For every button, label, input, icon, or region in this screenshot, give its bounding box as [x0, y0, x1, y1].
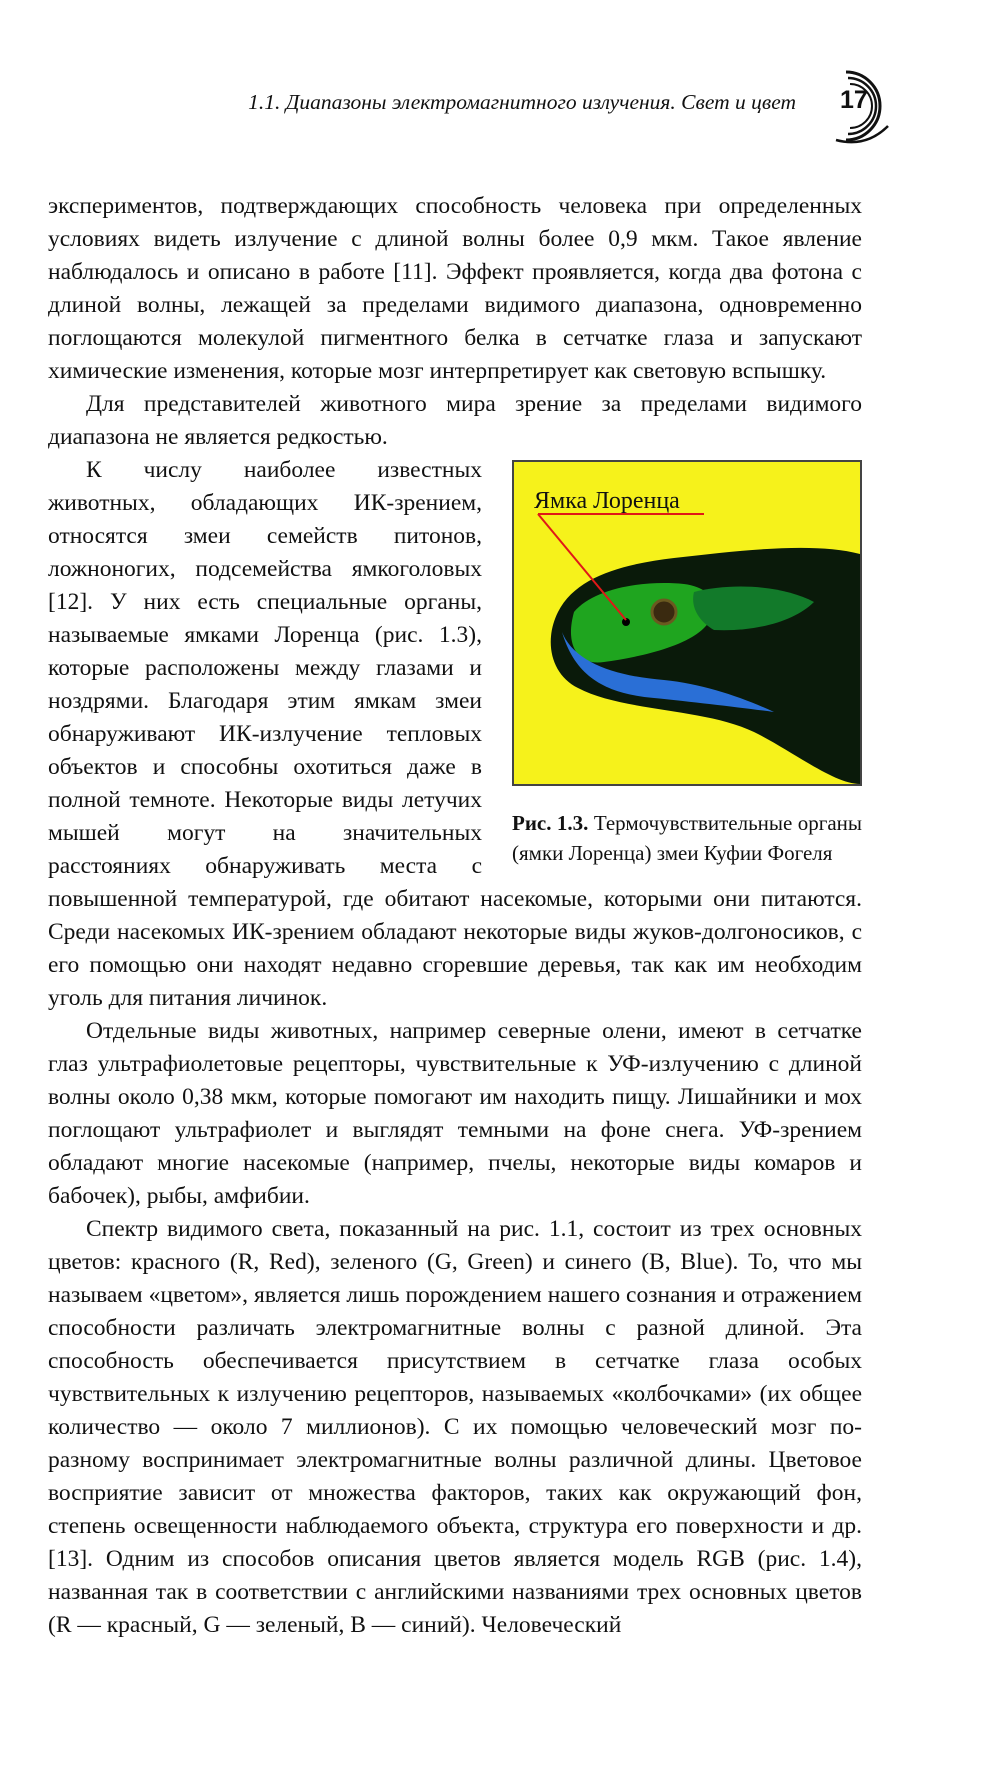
- paragraph-3: К числу наиболее известных животных, обладающих ИК-зрением, относятся змеи семейств питонов, ложноногих, подсемейства ямкоголовых [12]. У них есть специальные органы, называемые ямками Лоренца (рис. 1.3), которые расположены между глазами и ноздрями. Благодаря этим ямкам змеи обнаруживают ИК-излучение тепловых объектов и способны охотиться даже в полной темноте. Некоторые виды летучих мышей могут на значительных расстояниях обнаруживать места с повышенной температурой, где обитают насекомые, которыми они питаются. Среди насекомых ИК-зрением обладают некоторые виды жуков-долгоносиков, с его помощью они находят недавно сгоревшие деревья, так как им необходим уголь для питания личинок.: [48, 457, 862, 1011]
- snake-head-image: [512, 460, 862, 786]
- paragraph-2: Для представителей животного мира зрение за пределами видимого диапазона не является редкостью.: [48, 391, 862, 450]
- body-text: [48, 190, 862, 1642]
- page-header: [0, 76, 880, 136]
- paragraph-1: экспериментов, подтверждающих способность человека при определенных условиях видеть излучение с длиной волны более 0,9 мкм. Такое явление наблюдалось и описано в работе [11]. Эффект проявляется, когда два фотона с длиной волны, лежащей за пределами видимого диапазона, одновременно поглощаются молекулой пигментного белка в сетчатке глаза и запускают химические изменения, которые мозг интерпретирует как световую вспышку.: [48, 193, 862, 384]
- page-number: 17: [840, 86, 868, 114]
- paragraph-5: Спектр видимого света, показанный на рис. 1.1, состоит из трех основных цветов: красного (R, Red), зеленого (G, Green) и синего (B, Blue). То, что мы называем «цветом», является лишь порождением нашего сознания и отражением способности различать электромагнитные волны с разной длиной. Эта способность обеспечивается присутствием в сетчатке глаза особых чувствительных к излучению рецепторов, называемых «колбочками» (их общее количество — около 7 миллионов). С их помощью человеческий мозг по-разному воспринимает электромагнитные волны различной длины. Цветовое восприятие зависит от множества факторов, таких как окружающий фон, степень освещенности наблюдаемого объекта, структура его поверхности и др. [13]. Одним из способов описания цветов является модель RGB (рис. 1.4), названная так в соответствии с английскими названиями трех основных цветов (R — красный, G — зеленый, B — синий). Человеческий: [48, 1216, 862, 1638]
- caption-label: Рис. 1.3.: [512, 811, 589, 835]
- figure-caption: [512, 808, 862, 868]
- running-title: 1.1. Диапазоны электромагнитного излучения. Свет и цвет: [248, 90, 796, 114]
- figure-1-3: [512, 460, 862, 868]
- image-label: Ямка Лоренца: [534, 488, 680, 514]
- paragraph-4: Отдельные виды животных, например северные олени, имеют в сетчатке глаз ультрафиолетовые рецепторы, чувствительные к УФ-излучению с длиной волны около 0,38 мкм, которые помогают им находить пищу. Лишайники и мох поглощают ультрафиолет и выглядят темными на фоне снега. УФ-зрением обладают многие насекомые (например, пчелы, некоторые виды комаров и бабочек), рыбы, амфибии.: [48, 1018, 862, 1209]
- caption-text: Термочувствительные органы (ямки Лоренца) змеи Куфии Фогеля: [512, 811, 863, 865]
